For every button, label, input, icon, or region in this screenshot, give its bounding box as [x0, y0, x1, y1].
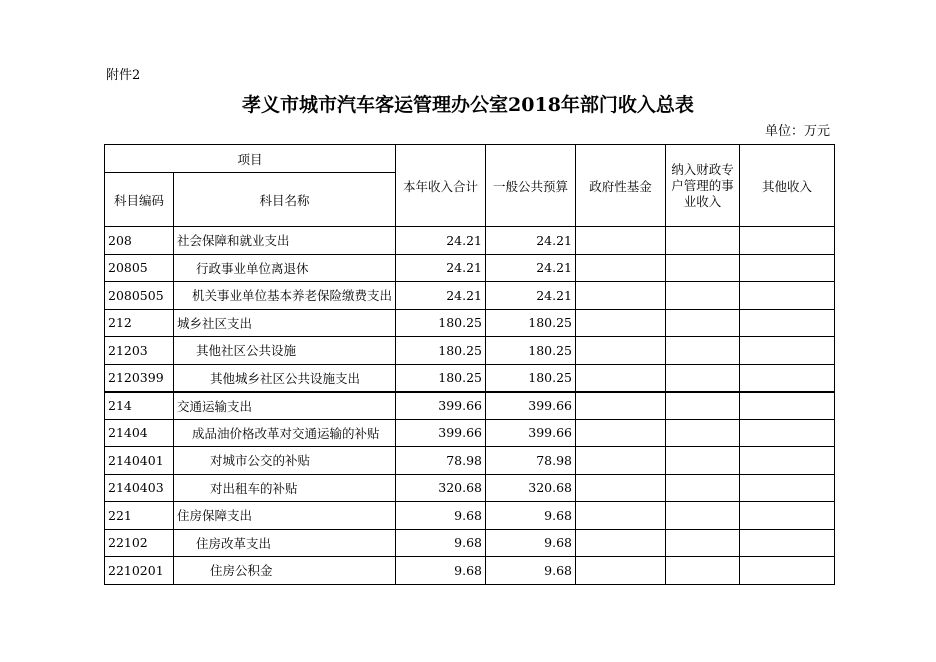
- table-row: [105, 419, 835, 447]
- cell-fund: [576, 447, 666, 475]
- cell-fund: [576, 474, 666, 502]
- table-row: [105, 254, 835, 282]
- cell-name: 交通运输支出: [174, 392, 396, 420]
- cell-total: 320.68: [396, 474, 486, 502]
- cell-other: [740, 502, 835, 530]
- cell-name: 社会保障和就业支出: [174, 227, 396, 255]
- header-name: 科目名称: [174, 173, 396, 227]
- cell-code: 212: [105, 309, 174, 337]
- cell-fund: [576, 282, 666, 310]
- cell-total: 399.66: [396, 419, 486, 447]
- cell-special: [666, 227, 740, 255]
- header-general: 一般公共预算: [486, 145, 576, 227]
- table-row: [105, 364, 835, 392]
- cell-other: [740, 557, 835, 585]
- cell-fund: [576, 557, 666, 585]
- cell-special: [666, 282, 740, 310]
- cell-other: [740, 309, 835, 337]
- cell-special: [666, 474, 740, 502]
- table-row: [105, 447, 835, 475]
- cell-fund: [576, 419, 666, 447]
- unit-label: 单位：万元: [764, 124, 830, 139]
- cell-other: [740, 282, 835, 310]
- income-table: [104, 144, 835, 585]
- cell-total: 24.21: [396, 227, 486, 255]
- cell-general: 9.68: [486, 557, 576, 585]
- cell-general: 24.21: [486, 282, 576, 310]
- cell-code: 21203: [105, 337, 174, 365]
- header-fund: 政府性基金: [576, 145, 666, 227]
- cell-code: 2210201: [105, 557, 174, 585]
- cell-general: 399.66: [486, 419, 576, 447]
- cell-total: 24.21: [396, 254, 486, 282]
- cell-name: 成品油价格改革对交通运输的补贴: [174, 419, 396, 447]
- cell-other: [740, 337, 835, 365]
- cell-general: 9.68: [486, 502, 576, 530]
- header-project: 项目: [105, 145, 396, 173]
- cell-name: 住房改革支出: [174, 529, 396, 557]
- cell-other: [740, 227, 835, 255]
- table-row: [105, 337, 835, 365]
- cell-total: 9.68: [396, 529, 486, 557]
- cell-general: 24.21: [486, 227, 576, 255]
- table-row: [105, 227, 835, 255]
- cell-name: 住房公积金: [174, 557, 396, 585]
- cell-name: 住房保障支出: [174, 502, 396, 530]
- cell-total: 180.25: [396, 337, 486, 365]
- cell-code: 2140401: [105, 447, 174, 475]
- cell-special: [666, 557, 740, 585]
- cell-name: 其他社区公共设施: [174, 337, 396, 365]
- cell-special: [666, 337, 740, 365]
- cell-fund: [576, 392, 666, 420]
- cell-code: 2140403: [105, 474, 174, 502]
- cell-special: [666, 419, 740, 447]
- cell-total: 180.25: [396, 364, 486, 392]
- table-row: [105, 309, 835, 337]
- cell-total: 180.25: [396, 309, 486, 337]
- cell-code: 21404: [105, 419, 174, 447]
- cell-total: 9.68: [396, 502, 486, 530]
- table-row: [105, 557, 835, 585]
- header-total: 本年收入合计: [396, 145, 486, 227]
- cell-fund: [576, 529, 666, 557]
- cell-other: [740, 447, 835, 475]
- cell-name: 其他城乡社区公共设施支出: [174, 364, 396, 392]
- cell-other: [740, 254, 835, 282]
- cell-other: [740, 392, 835, 420]
- cell-name: 对出租车的补贴: [174, 474, 396, 502]
- header-code: 科目编码: [105, 173, 174, 227]
- cell-name: 机关事业单位基本养老保险缴费支出: [174, 282, 396, 310]
- cell-other: [740, 364, 835, 392]
- cell-total: 9.68: [396, 557, 486, 585]
- cell-fund: [576, 364, 666, 392]
- cell-special: [666, 529, 740, 557]
- cell-fund: [576, 337, 666, 365]
- cell-general: 399.66: [486, 392, 576, 420]
- cell-special: [666, 309, 740, 337]
- header-other: 其他收入: [740, 145, 835, 227]
- cell-name: 城乡社区支出: [174, 309, 396, 337]
- cell-other: [740, 474, 835, 502]
- header-special: 纳入财政专户管理的事业收入: [666, 145, 740, 227]
- cell-special: [666, 254, 740, 282]
- cell-code: 22102: [105, 529, 174, 557]
- attachment-label: 附件2: [106, 68, 141, 83]
- cell-code: 2120399: [105, 364, 174, 392]
- cell-general: 180.25: [486, 337, 576, 365]
- cell-fund: [576, 254, 666, 282]
- cell-code: 20805: [105, 254, 174, 282]
- cell-name: 对城市公交的补贴: [174, 447, 396, 475]
- cell-general: 9.68: [486, 529, 576, 557]
- cell-general: 180.25: [486, 309, 576, 337]
- cell-general: 180.25: [486, 364, 576, 392]
- cell-fund: [576, 502, 666, 530]
- table-row: [105, 392, 835, 420]
- cell-special: [666, 502, 740, 530]
- table-row: [105, 529, 835, 557]
- cell-code: 208: [105, 227, 174, 255]
- cell-other: [740, 529, 835, 557]
- cell-special: [666, 364, 740, 392]
- table-row: [105, 282, 835, 310]
- cell-name: 行政事业单位离退休: [174, 254, 396, 282]
- cell-code: 2080505: [105, 282, 174, 310]
- cell-code: 221: [105, 502, 174, 530]
- cell-general: 78.98: [486, 447, 576, 475]
- table-row: [105, 474, 835, 502]
- cell-other: [740, 419, 835, 447]
- cell-fund: [576, 227, 666, 255]
- table-row: [105, 502, 835, 530]
- cell-total: 78.98: [396, 447, 486, 475]
- cell-code: 214: [105, 392, 174, 420]
- cell-special: [666, 392, 740, 420]
- cell-fund: [576, 309, 666, 337]
- cell-general: 320.68: [486, 474, 576, 502]
- cell-special: [666, 447, 740, 475]
- cell-total: 24.21: [396, 282, 486, 310]
- page-title: 孝义市城市汽车客运管理办公室2018年部门收入总表: [242, 94, 694, 116]
- cell-total: 399.66: [396, 392, 486, 420]
- cell-general: 24.21: [486, 254, 576, 282]
